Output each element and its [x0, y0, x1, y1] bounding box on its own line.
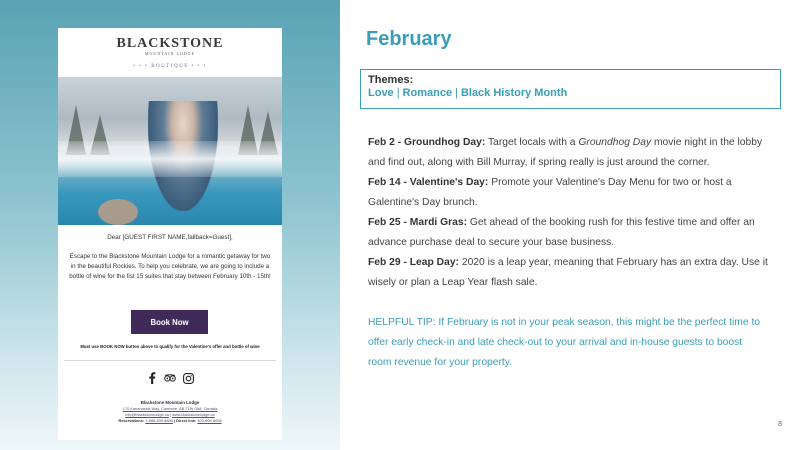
divider — [64, 360, 276, 361]
helpful-tip: HELPFUL TIP: If February is not in your peak season, this might be the perfect time to offer early check-in and late check-out to your arrival and in-house guests to boost room revenue for your property. — [368, 317, 761, 368]
theme-item: Black History Month — [460, 87, 568, 99]
event-title: Feb 2 - Groundhog Day: — [368, 137, 486, 148]
logo-main: BLACKSTONE — [116, 36, 224, 51]
themes-label: Themes: — [368, 74, 414, 86]
footer-reservations-label: Reservations: — [118, 418, 146, 423]
logo-sub: MOUNTAIN LODGE — [144, 51, 195, 56]
footer-address-link[interactable]: 170 Kananaskis Way, Canmore, AB T1W 0A8, Canada — [122, 406, 218, 411]
event-item: Feb 29 - Leap Day: 2020 is a leap year, meaning that February has an extra day. Use it wisely or plan a Leap Year flash sale. — [368, 257, 768, 288]
footer-website-link[interactable]: www.blackstonelodge.ca — [172, 412, 215, 417]
event-item: Feb 2 - Groundhog Day: Target locals with a Groundhog Day movie night in the lobby and find out, along with Bill Murray, if spring really is just around the corner. — [368, 137, 763, 168]
theme-separator: | — [396, 87, 400, 99]
event-title: Feb 14 - Valentine's Day: — [368, 177, 489, 188]
footer-divider: | — [168, 412, 173, 417]
email-greeting: Dear [GUEST FIRST NAME,fallback=Guest], — [107, 234, 233, 241]
footer-reservations-phone[interactable]: 1-888-830-8883 — [145, 418, 173, 423]
events-list — [368, 133, 768, 293]
facebook-icon[interactable] — [146, 372, 158, 384]
right-panel — [340, 0, 800, 450]
email-body: Escape to the Blackstone Mountain Lodge for a romantic getaway for two in the beautiful Rockies. To help you celebrate, we are going to include a bottle of wine for the fist 15 suites that stay between February 10th - 15th! — [69, 253, 271, 280]
fine-print: Must use BOOK NOW button above to qualify for the Valentine's offer and bottle of wine — [80, 344, 260, 349]
book-now-button[interactable]: Book Now — [131, 310, 208, 334]
hero-image — [58, 77, 282, 225]
theme-item: Love — [368, 87, 394, 99]
themes-box — [360, 69, 781, 109]
event-item: Feb 25 - Mardi Gras: Get ahead of the booking rush for this festive time and offer an advance purchase deal to secure your base business. — [368, 217, 755, 248]
footer-direct-label: | Direct line: — [172, 418, 198, 423]
event-item: Feb 14 - Valentine's Day: Promote your Valentine's Day Menu for two or host a Galentine's Day brunch. — [368, 177, 732, 208]
footer-name: Blackstone Mountain Lodge — [140, 400, 200, 405]
instagram-icon[interactable] — [182, 372, 194, 384]
theme-separator: | — [455, 87, 458, 99]
email-preview — [58, 28, 282, 440]
event-title: Feb 29 - Leap Day: — [368, 257, 459, 268]
theme-item: Romance — [402, 87, 453, 99]
left-panel — [0, 0, 340, 450]
themes-list — [368, 87, 773, 99]
logo — [58, 28, 282, 76]
tripadvisor-icon[interactable] — [164, 372, 176, 384]
footer-direct-phone[interactable]: 403-609-8098 — [197, 418, 222, 423]
logo-boutique: • • • BOUTIQUE • • • — [133, 64, 207, 69]
footer-email-link[interactable]: info@blackstonelodge.ca — [125, 412, 169, 417]
page-number: 8 — [778, 421, 782, 428]
event-title: Feb 25 - Mardi Gras: — [368, 217, 467, 228]
social-icons — [58, 372, 282, 384]
email-footer — [58, 400, 282, 424]
page-title: February — [366, 28, 452, 50]
